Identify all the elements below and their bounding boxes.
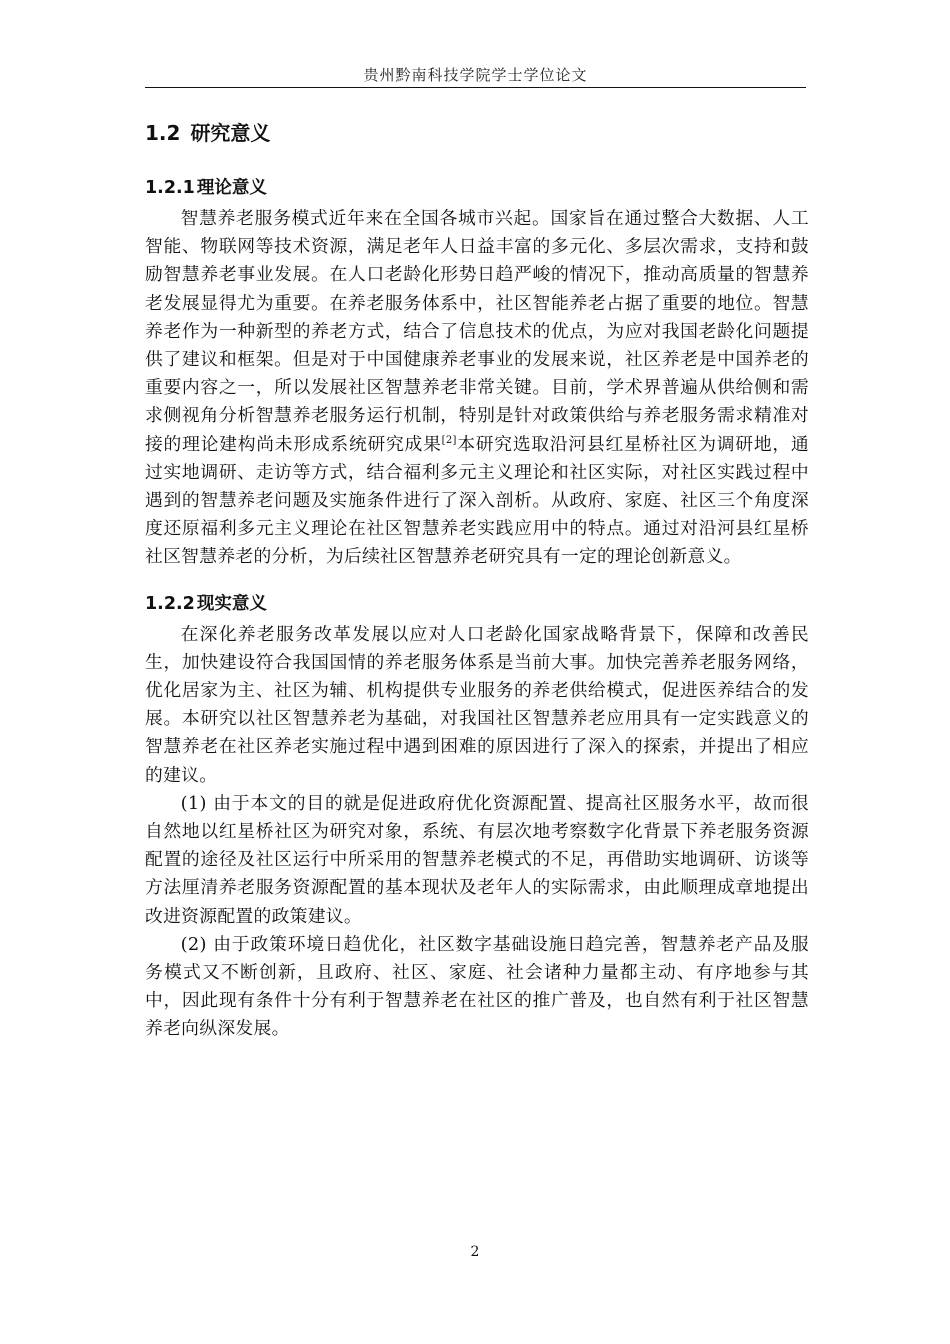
subsection-title: 理论意义 <box>196 178 267 198</box>
page-body <box>145 116 809 1044</box>
subsection-number: 1.2.1 <box>145 178 195 198</box>
paragraph-theory: 智慧养老服务模式近年来在全国各城市兴起。国家旨在通过整合大数据、人工智能、物联网等技术资源，满足老年人日益丰富的多元化、多层次需求，支持和鼓励智慧养老事业发展。在人口老龄化形势日趋严峻的情况下，推动高质量的智慧养老发展显得尤为重要。在养老服务体系中，社区智能养老占据了重要的地位。智慧养老作为一种新型的养老方式，结合了信息技术的优点，为应对我国老龄化问题提供了建议和框架。但是对于中国健康养老事业的发展来说，社区养老是中国养老的重要内容之一，所以发展社区智慧养老非常关键。目前，学术界普遍从供给侧和需求侧视角分析智慧养老服务运行机制，特别是针对政策供给与养老服务需求精准对接的理论建构尚未形成系统研究成果[2]本研究选取沿河县红星桥社区为调研地，通过实地调研、走访等方式，结合福利多元主义理论和社区实际，对社区实践过程中遇到的智慧养老问题及实施条件进行了深入剖析。从政府、家庭、社区三个角度深度还原福利多元主义理论在社区智慧养老实践应用中的特点。通过对沿河县红星桥社区智慧养老的分析，为后续社区智慧养老研究具有一定的理论创新意义。 <box>145 208 809 568</box>
section-heading <box>145 116 809 150</box>
running-header: 贵州黔南科技学院学士学位论文 <box>363 66 588 84</box>
subsection-heading-practice <box>145 587 809 621</box>
subsection-heading-theory <box>145 171 809 205</box>
section-number: 1.2 <box>145 121 181 145</box>
citation-ref: [2] <box>441 434 457 446</box>
page-number: 2 <box>470 1244 480 1260</box>
subsection-title: 现实意义 <box>196 593 267 614</box>
paragraph-practice-point-1: (1) 由于本文的目的就是促进政府优化资源配置、提高社区服务水平，故而很自然地以红星桥社区为研究对象，系统、有层次地考察数字化背景下养老服务资源配置的途径及社区运行中所采用的智慧养老模式的不足，再借助实地调研、访谈等方法厘清养老服务资源配置的基本现状及老年人的实际需求，由此顺理成章地提出改进资源配置的政策建议。 <box>145 792 809 927</box>
paragraph-practice-intro: 在深化养老服务改革发展以应对人口老龄化国家战略背景下，保障和改善民生，加快建设符合我国国情的养老服务体系是当前大事。加快完善养老服务网络，优化居家为主、社区为辅、机构提供专业服务的养老供给模式，促进医养结合的发展。本研究以社区智慧养老为基础，对我国社区智慧养老应用具有一定实践意义的智慧养老在社区养老实施过程中遇到困难的原因进行了深入的探索，并提出了相应的建议。 <box>145 623 809 786</box>
section-title: 研究意义 <box>190 121 271 145</box>
header-divider <box>145 87 806 88</box>
paragraph-practice-point-2: (2) 由于政策环境日趋优化，社区数字基础设施日趋完善，智慧养老产品及服务模式又不断创新，且政府、社区、家庭、社会诸种力量都主动、有序地参与其中，因此现有条件十分有利于智慧养老在社区的推广普及，也自然有利于社区智慧养老向纵深发展。 <box>145 933 809 1040</box>
subsection-number: 1.2.2 <box>145 593 195 614</box>
